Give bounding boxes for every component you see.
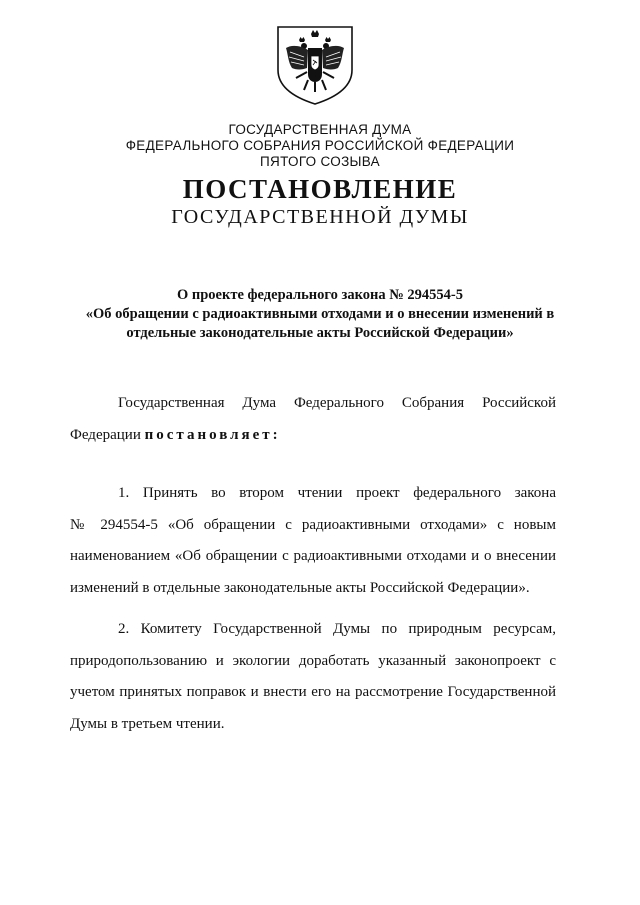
item1-line4: изменений в отдельные законодательные акты Российской Федерации». <box>70 579 530 596</box>
subject-line1: О проекте федерального закона № 294554-5 <box>176 287 464 303</box>
preamble-line2-start: Федерации <box>70 426 141 443</box>
org-name-line1: ГОСУДАРСТВЕННАЯ ДУМА <box>228 122 412 137</box>
resolution-item-1 <box>70 478 556 604</box>
document-subtitle: ГОСУДАРСТВЕННОЙ ДУМЫ <box>171 206 469 228</box>
subject-line2: «Об обращении с радиоактивными отходами и о внесении изменений в <box>85 306 555 322</box>
preamble-line2 <box>70 420 556 452</box>
coat-of-arms-icon <box>274 24 356 106</box>
preamble <box>70 388 556 451</box>
resolution-item-2 <box>70 614 556 740</box>
convocation: ПЯТОГО СОЗЫВА <box>260 154 380 169</box>
item1-line1: 1. Принять во втором чтении проект федерального закона <box>118 485 556 501</box>
preamble-line1: Государственная Дума Федерального Собрания Российской <box>118 395 556 411</box>
org-name-line2: ФЕДЕРАЛЬНОГО СОБРАНИЯ РОССИЙСКОЙ ФЕДЕРАЦИИ <box>125 138 515 153</box>
item2-line2: природопользованию и экологии доработать указанный законопроект с <box>70 652 556 669</box>
item1-line2: № 294554-5 «Об обращении с радиоактивными отходами» с новым <box>70 516 556 533</box>
subject-line3: отдельные законодательные акты Российской Федерации» <box>126 325 514 341</box>
resolves-word: постановляет: <box>144 426 281 443</box>
document-title: ПОСТАНОВЛЕНИЕ <box>182 174 458 204</box>
item2-line3: учетом принятых поправок и внести его на рассмотрение Государственной <box>70 684 556 700</box>
item2-line1: 2. Комитету Государственной Думы по природным ресурсам, <box>118 621 556 637</box>
item2-line4: Думы в третьем чтении. <box>70 715 225 732</box>
item1-line3: наименованием «Об обращении с радиоактивными отходами и о внесении <box>70 548 556 564</box>
